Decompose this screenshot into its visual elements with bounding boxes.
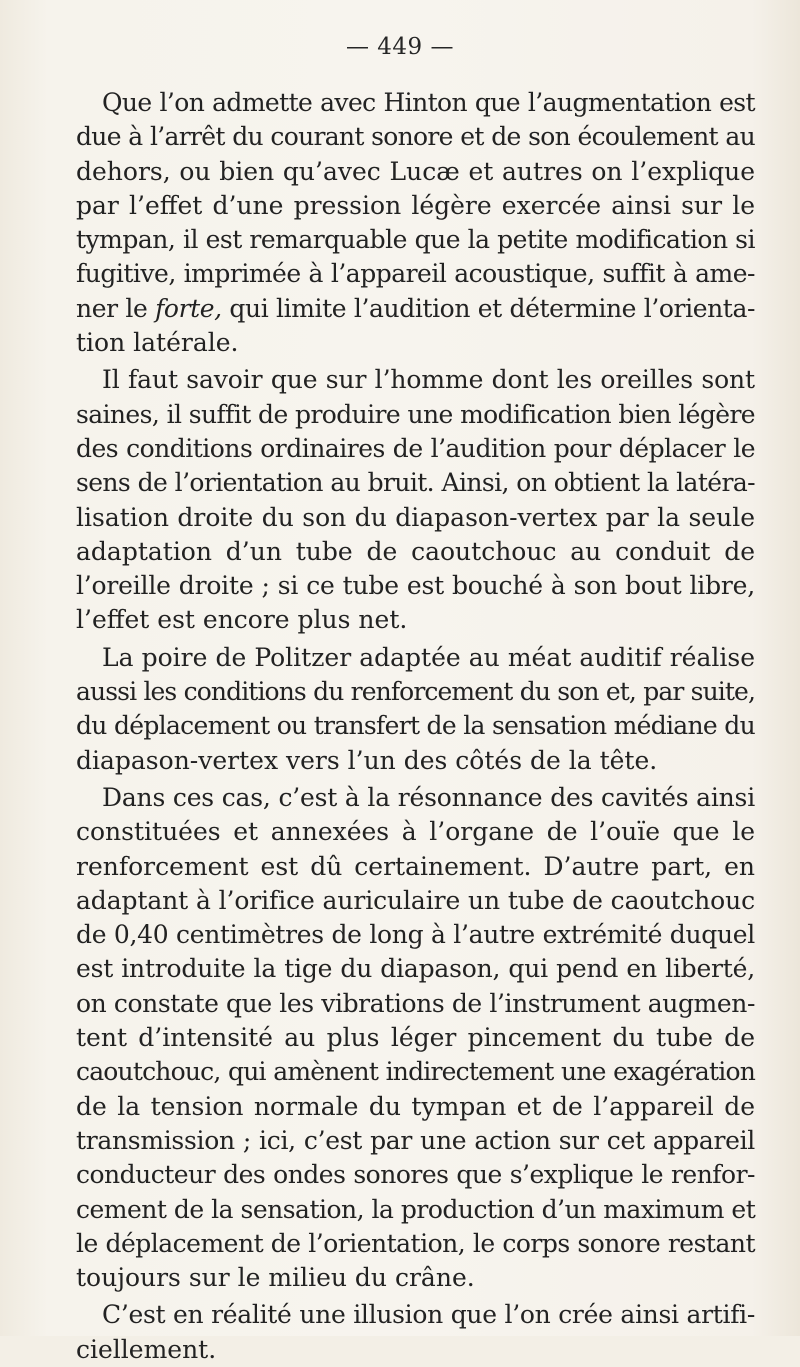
- text-line: des conditions ordinaires de l’audition pour déplacer le: [76, 433, 755, 463]
- text-line: du déplacement ou transfert de la sensation médiane du: [76, 711, 755, 741]
- text-line: adaptant à l’orifice auriculaire un tube de caoutchouc: [76, 885, 756, 915]
- text-line: Que l’on admette avec Hinton que l’augmentation est: [102, 88, 755, 117]
- text-line: caoutchouc, qui amènent indirectement une exagération: [76, 1057, 755, 1087]
- text-line: le déplacement de l’orientation, le corps sonore restant: [76, 1228, 755, 1258]
- text-line: diapason-vertex vers l’un des côtés de la tête.: [76, 745, 658, 775]
- text-line: par l’effet d’une pression légère exercée ainsi sur le: [76, 190, 755, 220]
- text-line: ciellement.: [76, 1334, 217, 1364]
- body-text: [50, 86, 755, 1367]
- text-line: [50, 292, 755, 326]
- text-line: conducteur des ondes sonores que s’explique le renfor-: [76, 1160, 755, 1190]
- text-line: toujours sur le milieu du crâne.: [76, 1263, 475, 1293]
- paragraph: [50, 781, 755, 1295]
- text-line: saines, il suffit de produire une modification bien légère: [76, 399, 755, 429]
- text-line: sens de l’orientation au bruit. Ainsi, on obtient la latéra-: [76, 468, 755, 498]
- text-line: lisation droite du son du diapason-vertex par la seule: [76, 502, 755, 532]
- text-run: ner le: [76, 293, 156, 323]
- text-line: aussi les conditions du renforcement du son et, par suite,: [76, 677, 755, 707]
- page-number: — 449 —: [345, 34, 455, 60]
- text-line: constituées et annexées à l’organe de l’ouïe que le: [76, 817, 755, 847]
- text-line: transmission ; ici, c’est par une action sur cet appareil: [76, 1125, 755, 1155]
- text-line: adaptation d’un tube de caoutchouc au conduit de: [76, 536, 755, 566]
- text-line: cement de la sensation, la production d’un maximum et: [76, 1194, 756, 1224]
- text-line: tympan, il est remarquable que la petite modification si: [76, 225, 755, 255]
- text-line: on constate que les vibrations de l’instrument augmen-: [76, 988, 755, 1018]
- paragraph: [50, 1298, 755, 1367]
- paragraph: [50, 86, 755, 360]
- text-line: Il faut savoir que sur l’homme dont les oreilles sont: [102, 365, 755, 395]
- text-line: est introduite la tige du diapason, qui pend en liberté,: [76, 954, 755, 984]
- text-line: de 0,40 centimètres de long à l’autre extrémité duquel: [76, 920, 755, 950]
- text-line: dehors, ou bien qu’avec Lucæ et autres on l’explique: [76, 156, 755, 186]
- text-line: La poire de Politzer adaptée au méat auditif réalise: [102, 642, 755, 672]
- text-line: tion latérale.: [76, 328, 239, 358]
- text-line: Dans ces cas, c’est à la résonnance des cavités ainsi: [102, 782, 755, 812]
- text-line: C’est en réalité une illusion que l’on crée ainsi artifi-: [102, 1300, 755, 1330]
- text-line: l’oreille droite ; si ce tube est bouché à son bout libre,: [76, 571, 755, 601]
- text-run: qui limite l’audition et détermine l’orienta-: [221, 293, 756, 323]
- text-line: renforcement est dû certainement. D’autre part, en: [76, 851, 755, 881]
- text-line: fugitive, imprimée à l’appareil acoustique, suffit à ame-: [76, 259, 755, 289]
- text-line: tent d’intensité au plus léger pincement du tube de: [76, 1023, 755, 1053]
- paragraph: [50, 641, 755, 778]
- italic-term: forte,: [155, 293, 222, 323]
- paragraph: [50, 363, 755, 637]
- text-line: due à l’arrêt du courant sonore et de son écoulement au: [76, 122, 755, 152]
- text-line: l’effet est encore plus net.: [76, 605, 408, 635]
- text-line: de la tension normale du tympan et de l’appareil de: [76, 1091, 755, 1121]
